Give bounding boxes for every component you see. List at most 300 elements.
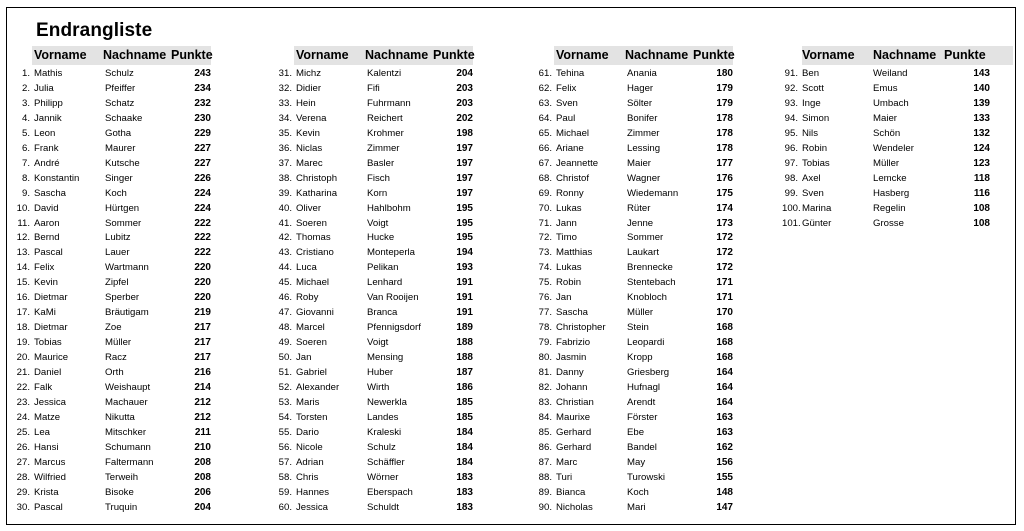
table-row <box>262 216 474 231</box>
header-nachname: Nachname <box>103 48 167 62</box>
punkte-cell: 188 <box>456 352 473 364</box>
rank-cell: 32. <box>278 82 292 94</box>
nachname-cell: Schäffler <box>367 456 405 468</box>
rank-cell: 38. <box>278 172 292 184</box>
column-header <box>32 46 211 65</box>
punkte-cell: 222 <box>194 217 211 229</box>
nachname-cell: Hager <box>627 82 654 94</box>
vorname-cell: Falk <box>34 381 53 393</box>
rank-cell: 59. <box>278 486 292 498</box>
nachname-cell: Orth <box>105 367 124 378</box>
vorname-cell: Marina <box>802 202 832 214</box>
table-row <box>262 470 474 485</box>
rank-cell: 100. <box>782 202 801 214</box>
table-row <box>0 216 212 231</box>
table-row <box>782 81 1014 96</box>
punkte-cell: 140 <box>973 82 990 94</box>
vorname-cell: Simon <box>802 112 830 124</box>
table-row <box>522 201 734 216</box>
rank-cell: 17. <box>16 307 30 319</box>
punkte-cell: 179 <box>716 82 733 94</box>
rank-cell: 19. <box>16 337 30 349</box>
vorname-cell: Fabrizio <box>556 337 591 349</box>
rank-cell: 46. <box>278 292 292 304</box>
rank-cell: 18. <box>16 322 30 334</box>
nachname-cell: Branca <box>367 307 398 319</box>
rank-cell: 5. <box>21 127 30 139</box>
punkte-cell: 197 <box>456 157 473 169</box>
table-row <box>262 365 474 380</box>
vorname-cell: Marc <box>556 456 578 468</box>
vorname-cell: Aaron <box>34 217 60 229</box>
vorname-cell: Katharina <box>296 187 338 199</box>
nachname-cell: Newerkla <box>367 396 407 408</box>
nachname-cell: Griesberg <box>627 367 670 378</box>
rank-cell: 66. <box>538 142 552 154</box>
nachname-cell: Hürtgen <box>105 202 140 214</box>
table-row <box>262 320 474 335</box>
vorname-cell: Jasmin <box>556 352 587 364</box>
vorname-cell: Kevin <box>296 127 320 139</box>
table-row <box>0 230 212 245</box>
table-row <box>522 455 734 470</box>
punkte-cell: 168 <box>716 322 733 334</box>
table-row <box>262 81 474 96</box>
punkte-cell: 164 <box>716 396 733 408</box>
vorname-cell: Mathis <box>34 68 63 79</box>
vorname-cell: Sascha <box>34 187 66 199</box>
table-row <box>262 335 474 350</box>
vorname-cell: KaMi <box>34 307 56 319</box>
rank-cell: 42. <box>278 232 292 244</box>
table-row <box>522 500 734 515</box>
table-row <box>0 201 212 216</box>
nachname-cell: Schaake <box>105 112 143 124</box>
table-row <box>0 156 212 171</box>
table-row <box>262 111 474 126</box>
punkte-cell: 243 <box>194 68 211 79</box>
nachname-cell: Lemcke <box>873 172 907 184</box>
rank-cell: 95. <box>784 127 798 139</box>
rank-cell: 87. <box>538 456 552 468</box>
nachname-cell: Schön <box>873 127 901 139</box>
punkte-cell: 203 <box>456 97 473 109</box>
table-row <box>522 395 734 410</box>
table-row <box>262 425 474 440</box>
vorname-cell: Philipp <box>34 97 63 109</box>
rank-cell: 48. <box>278 322 292 334</box>
table-row <box>262 156 474 171</box>
rank-cell: 36. <box>278 142 292 154</box>
vorname-cell: Lukas <box>556 262 582 274</box>
punkte-cell: 163 <box>716 411 733 423</box>
table-row <box>522 485 734 500</box>
rank-cell: 25. <box>16 426 30 438</box>
punkte-cell: 108 <box>973 217 990 229</box>
nachname-cell: Racz <box>105 352 127 364</box>
table-row <box>522 126 734 141</box>
rank-cell: 56. <box>278 441 292 453</box>
nachname-cell: Maurer <box>105 142 136 154</box>
punkte-cell: 124 <box>973 142 990 154</box>
nachname-cell: Eberspach <box>367 486 413 498</box>
punkte-cell: 164 <box>716 367 733 378</box>
nachname-cell: Wendeler <box>873 142 914 154</box>
vorname-cell: Cristiano <box>296 247 334 259</box>
punkte-cell: 108 <box>973 202 990 214</box>
nachname-cell: Wartmann <box>105 262 149 274</box>
rank-cell: 61. <box>538 68 552 79</box>
nachname-cell: Terweih <box>105 471 139 483</box>
punkte-cell: 164 <box>716 381 733 393</box>
table-row <box>262 395 474 410</box>
vorname-cell: Thomas <box>296 232 331 244</box>
vorname-cell: Dietmar <box>34 292 68 304</box>
punkte-cell: 234 <box>194 82 211 94</box>
punkte-cell: 203 <box>456 82 473 94</box>
rank-cell: 37. <box>278 157 292 169</box>
table-row <box>0 455 212 470</box>
vorname-cell: Jessica <box>296 501 328 513</box>
table-row <box>522 230 734 245</box>
vorname-cell: Sven <box>802 187 824 199</box>
punkte-cell: 220 <box>194 292 211 304</box>
nachname-cell: Hasberg <box>873 187 910 199</box>
vorname-cell: Michz <box>296 68 322 79</box>
table-row <box>522 440 734 455</box>
table-row <box>782 96 1014 111</box>
rank-cell: 62. <box>538 82 552 94</box>
punkte-cell: 189 <box>456 322 473 334</box>
rank-cell: 76. <box>538 292 552 304</box>
rank-cell: 28. <box>16 471 30 483</box>
vorname-cell: Giovanni <box>296 307 334 319</box>
punkte-cell: 185 <box>456 411 473 423</box>
vorname-cell: Gabriel <box>296 367 327 378</box>
table-row <box>0 81 212 96</box>
nachname-cell: Leopardi <box>627 337 665 349</box>
rank-cell: 65. <box>538 127 552 139</box>
nachname-cell: Bisoke <box>105 486 134 498</box>
rank-cell: 88. <box>538 471 552 483</box>
table-row <box>522 275 734 290</box>
punkte-cell: 229 <box>194 127 211 139</box>
table-row <box>0 245 212 260</box>
punkte-cell: 219 <box>194 307 211 319</box>
punkte-cell: 227 <box>194 157 211 169</box>
punkte-cell: 224 <box>194 202 211 214</box>
vorname-cell: Tehina <box>556 68 585 79</box>
table-row <box>262 410 474 425</box>
nachname-cell: Schulz <box>105 68 134 79</box>
rank-cell: 67. <box>538 157 552 169</box>
table-row <box>262 485 474 500</box>
nachname-cell: Sommer <box>627 232 664 244</box>
table-row <box>522 425 734 440</box>
punkte-cell: 195 <box>456 202 473 214</box>
nachname-cell: Müller <box>873 157 900 169</box>
punkte-cell: 168 <box>716 352 733 364</box>
nachname-cell: Schuldt <box>367 501 399 513</box>
rank-cell: 20. <box>16 352 30 364</box>
rank-cell: 79. <box>538 337 552 349</box>
nachname-cell: Zoe <box>105 322 122 334</box>
nachname-cell: Schatz <box>105 97 135 109</box>
rank-cell: 41. <box>278 217 292 229</box>
rank-cell: 82. <box>538 381 552 393</box>
rank-cell: 86. <box>538 441 552 453</box>
table-row <box>0 171 212 186</box>
nachname-cell: Van Rooijen <box>367 292 419 304</box>
table-row <box>522 365 734 380</box>
rank-cell: 74. <box>538 262 552 274</box>
nachname-cell: Basler <box>367 157 395 169</box>
table-row <box>782 66 1014 81</box>
nachname-cell: Sölter <box>627 97 653 109</box>
nachname-cell: Machauer <box>105 396 148 408</box>
vorname-cell: Ariane <box>556 142 584 154</box>
rank-cell: 69. <box>538 187 552 199</box>
punkte-cell: 172 <box>716 262 733 274</box>
nachname-cell: Kraleski <box>367 426 402 438</box>
table-row <box>0 335 212 350</box>
vorname-cell: Günter <box>802 217 832 229</box>
nachname-cell: Sperber <box>105 292 140 304</box>
punkte-cell: 188 <box>456 337 473 349</box>
header-nachname: Nachname <box>365 48 429 62</box>
nachname-cell: Hucke <box>367 232 395 244</box>
nachname-cell: Zimmer <box>367 142 400 154</box>
punkte-cell: 184 <box>456 426 473 438</box>
vorname-cell: Gerhard <box>556 441 592 453</box>
nachname-cell: Grosse <box>873 217 904 229</box>
rank-cell: 47. <box>278 307 292 319</box>
nachname-cell: Kalentzi <box>367 68 402 79</box>
punkte-cell: 222 <box>194 232 211 244</box>
punkte-cell: 194 <box>456 247 473 259</box>
punkte-cell: 227 <box>194 142 211 154</box>
vorname-cell: Daniel <box>34 367 62 378</box>
table-row <box>522 156 734 171</box>
punkte-cell: 226 <box>194 172 211 184</box>
table-row <box>262 186 474 201</box>
punkte-cell: 175 <box>716 187 733 199</box>
table-row <box>0 66 212 81</box>
punkte-cell: 191 <box>456 277 473 289</box>
rank-cell: 11. <box>17 217 30 229</box>
punkte-cell: 191 <box>456 307 473 319</box>
vorname-cell: Ronny <box>556 187 584 199</box>
table-row <box>522 335 734 350</box>
nachname-cell: Voigt <box>367 217 389 229</box>
nachname-cell: Koch <box>105 187 127 199</box>
table-row <box>262 66 474 81</box>
vorname-cell: Hansi <box>34 441 59 453</box>
rank-cell: 1. <box>21 68 30 79</box>
punkte-cell: 118 <box>973 172 990 184</box>
rank-cell: 9. <box>21 187 30 199</box>
vorname-cell: Michael <box>556 127 590 139</box>
rank-cell: 24. <box>16 411 30 423</box>
punkte-cell: 197 <box>456 187 473 199</box>
table-row <box>0 485 212 500</box>
table-row <box>262 201 474 216</box>
rank-cell: 3. <box>21 97 30 109</box>
rank-cell: 99. <box>784 187 798 199</box>
rank-cell: 84. <box>538 411 552 423</box>
nachname-cell: Nikutta <box>105 411 135 423</box>
vorname-cell: Tobias <box>802 157 830 169</box>
rank-cell: 12. <box>16 232 30 244</box>
vorname-cell: Frank <box>34 142 59 154</box>
column-header <box>802 46 1013 65</box>
vorname-cell: Krista <box>34 486 59 498</box>
punkte-cell: 156 <box>716 456 733 468</box>
nachname-cell: Singer <box>105 172 133 184</box>
table-row <box>0 410 212 425</box>
table-row <box>782 156 1014 171</box>
punkte-cell: 143 <box>973 68 990 79</box>
nachname-cell: Krohmer <box>367 127 404 139</box>
vorname-cell: Konstantin <box>34 172 80 184</box>
vorname-cell: Gerhard <box>556 426 592 438</box>
nachname-cell: Lauer <box>105 247 130 259</box>
punkte-cell: 212 <box>194 411 211 423</box>
vorname-cell: Maris <box>296 396 320 408</box>
nachname-cell: Bandel <box>627 441 657 453</box>
vorname-cell: Nils <box>802 127 818 139</box>
table-row <box>0 96 212 111</box>
table-row <box>522 81 734 96</box>
rank-cell: 22. <box>16 381 30 393</box>
vorname-cell: Leon <box>34 127 56 139</box>
vorname-cell: Robin <box>802 142 828 154</box>
nachname-cell: Lessing <box>627 142 661 154</box>
table-row <box>782 126 1014 141</box>
vorname-cell: Nicole <box>296 441 323 453</box>
vorname-cell: Christopher <box>556 322 606 334</box>
rank-cell: 94. <box>784 112 798 124</box>
table-row <box>0 260 212 275</box>
nachname-cell: Förster <box>627 411 658 423</box>
punkte-cell: 217 <box>194 337 211 349</box>
vorname-cell: Verena <box>296 112 327 124</box>
rank-cell: 75. <box>538 277 552 289</box>
table-row <box>522 111 734 126</box>
rank-cell: 90. <box>538 501 552 513</box>
table-row <box>522 320 734 335</box>
nachname-cell: Umbach <box>873 97 909 109</box>
nachname-cell: Maier <box>627 157 651 169</box>
punkte-cell: 162 <box>716 441 733 453</box>
punkte-cell: 230 <box>194 112 211 124</box>
table-row <box>0 320 212 335</box>
punkte-cell: 206 <box>194 486 211 498</box>
rank-cell: 70. <box>538 202 552 214</box>
vorname-cell: Wilfried <box>34 471 66 483</box>
vorname-cell: Tobias <box>34 337 62 349</box>
nachname-cell: Emus <box>873 82 898 94</box>
rank-cell: 40. <box>278 202 292 214</box>
vorname-cell: Jannik <box>34 112 62 124</box>
vorname-cell: André <box>34 157 60 169</box>
nachname-cell: Bonifer <box>627 112 658 124</box>
table-row <box>262 230 474 245</box>
punkte-cell: 208 <box>194 456 211 468</box>
vorname-cell: Danny <box>556 367 584 378</box>
table-row <box>0 290 212 305</box>
header-punkte: Punkte <box>433 48 475 62</box>
vorname-cell: Bianca <box>556 486 586 498</box>
rank-cell: 45. <box>278 277 292 289</box>
punkte-cell: 210 <box>194 441 211 453</box>
vorname-cell: Christoph <box>296 172 338 184</box>
table-row <box>262 141 474 156</box>
punkte-cell: 155 <box>716 471 733 483</box>
nachname-cell: May <box>627 456 646 468</box>
rank-cell: 89. <box>538 486 552 498</box>
punkte-cell: 214 <box>194 381 211 393</box>
table-row <box>522 380 734 395</box>
nachname-cell: Truquin <box>105 501 138 513</box>
punkte-cell: 187 <box>456 367 473 378</box>
punkte-cell: 191 <box>456 292 473 304</box>
vorname-cell: Scott <box>802 82 824 94</box>
nachname-cell: Lubitz <box>105 232 131 244</box>
punkte-cell: 195 <box>456 232 473 244</box>
table-row <box>782 111 1014 126</box>
punkte-cell: 220 <box>194 277 211 289</box>
rank-cell: 44. <box>278 262 292 274</box>
header-vorname: Vorname <box>296 48 349 62</box>
table-row <box>522 186 734 201</box>
rank-cell: 72. <box>538 232 552 244</box>
nachname-cell: Korn <box>367 187 388 199</box>
vorname-cell: Felix <box>556 82 577 94</box>
nachname-cell: Regelin <box>873 202 906 214</box>
vorname-cell: Johann <box>556 381 588 393</box>
nachname-cell: Mensing <box>367 352 404 364</box>
rank-cell: 13. <box>16 247 30 259</box>
nachname-cell: Pelikan <box>367 262 399 274</box>
vorname-cell: Roby <box>296 292 319 304</box>
rank-cell: 23. <box>16 396 30 408</box>
table-row <box>0 111 212 126</box>
rank-cell: 34. <box>278 112 292 124</box>
table-row <box>0 500 212 515</box>
vorname-cell: Jann <box>556 217 577 229</box>
nachname-cell: Hufnagl <box>627 381 661 393</box>
vorname-cell: Pascal <box>34 247 63 259</box>
rank-cell: 39. <box>278 187 292 199</box>
punkte-cell: 204 <box>194 501 211 513</box>
vorname-cell: Ben <box>802 68 820 79</box>
punkte-cell: 178 <box>716 112 733 124</box>
table-row <box>782 216 1014 231</box>
table-row <box>262 500 474 515</box>
vorname-cell: Torsten <box>296 411 328 423</box>
vorname-cell: Jan <box>556 292 572 304</box>
table-row <box>0 350 212 365</box>
nachname-cell: Schumann <box>105 441 151 453</box>
punkte-cell: 172 <box>716 247 733 259</box>
nachname-cell: Zipfel <box>105 277 129 289</box>
rank-cell: 78. <box>538 322 552 334</box>
table-row <box>262 96 474 111</box>
table-row <box>262 440 474 455</box>
table-row <box>0 126 212 141</box>
punkte-cell: 193 <box>456 262 473 274</box>
